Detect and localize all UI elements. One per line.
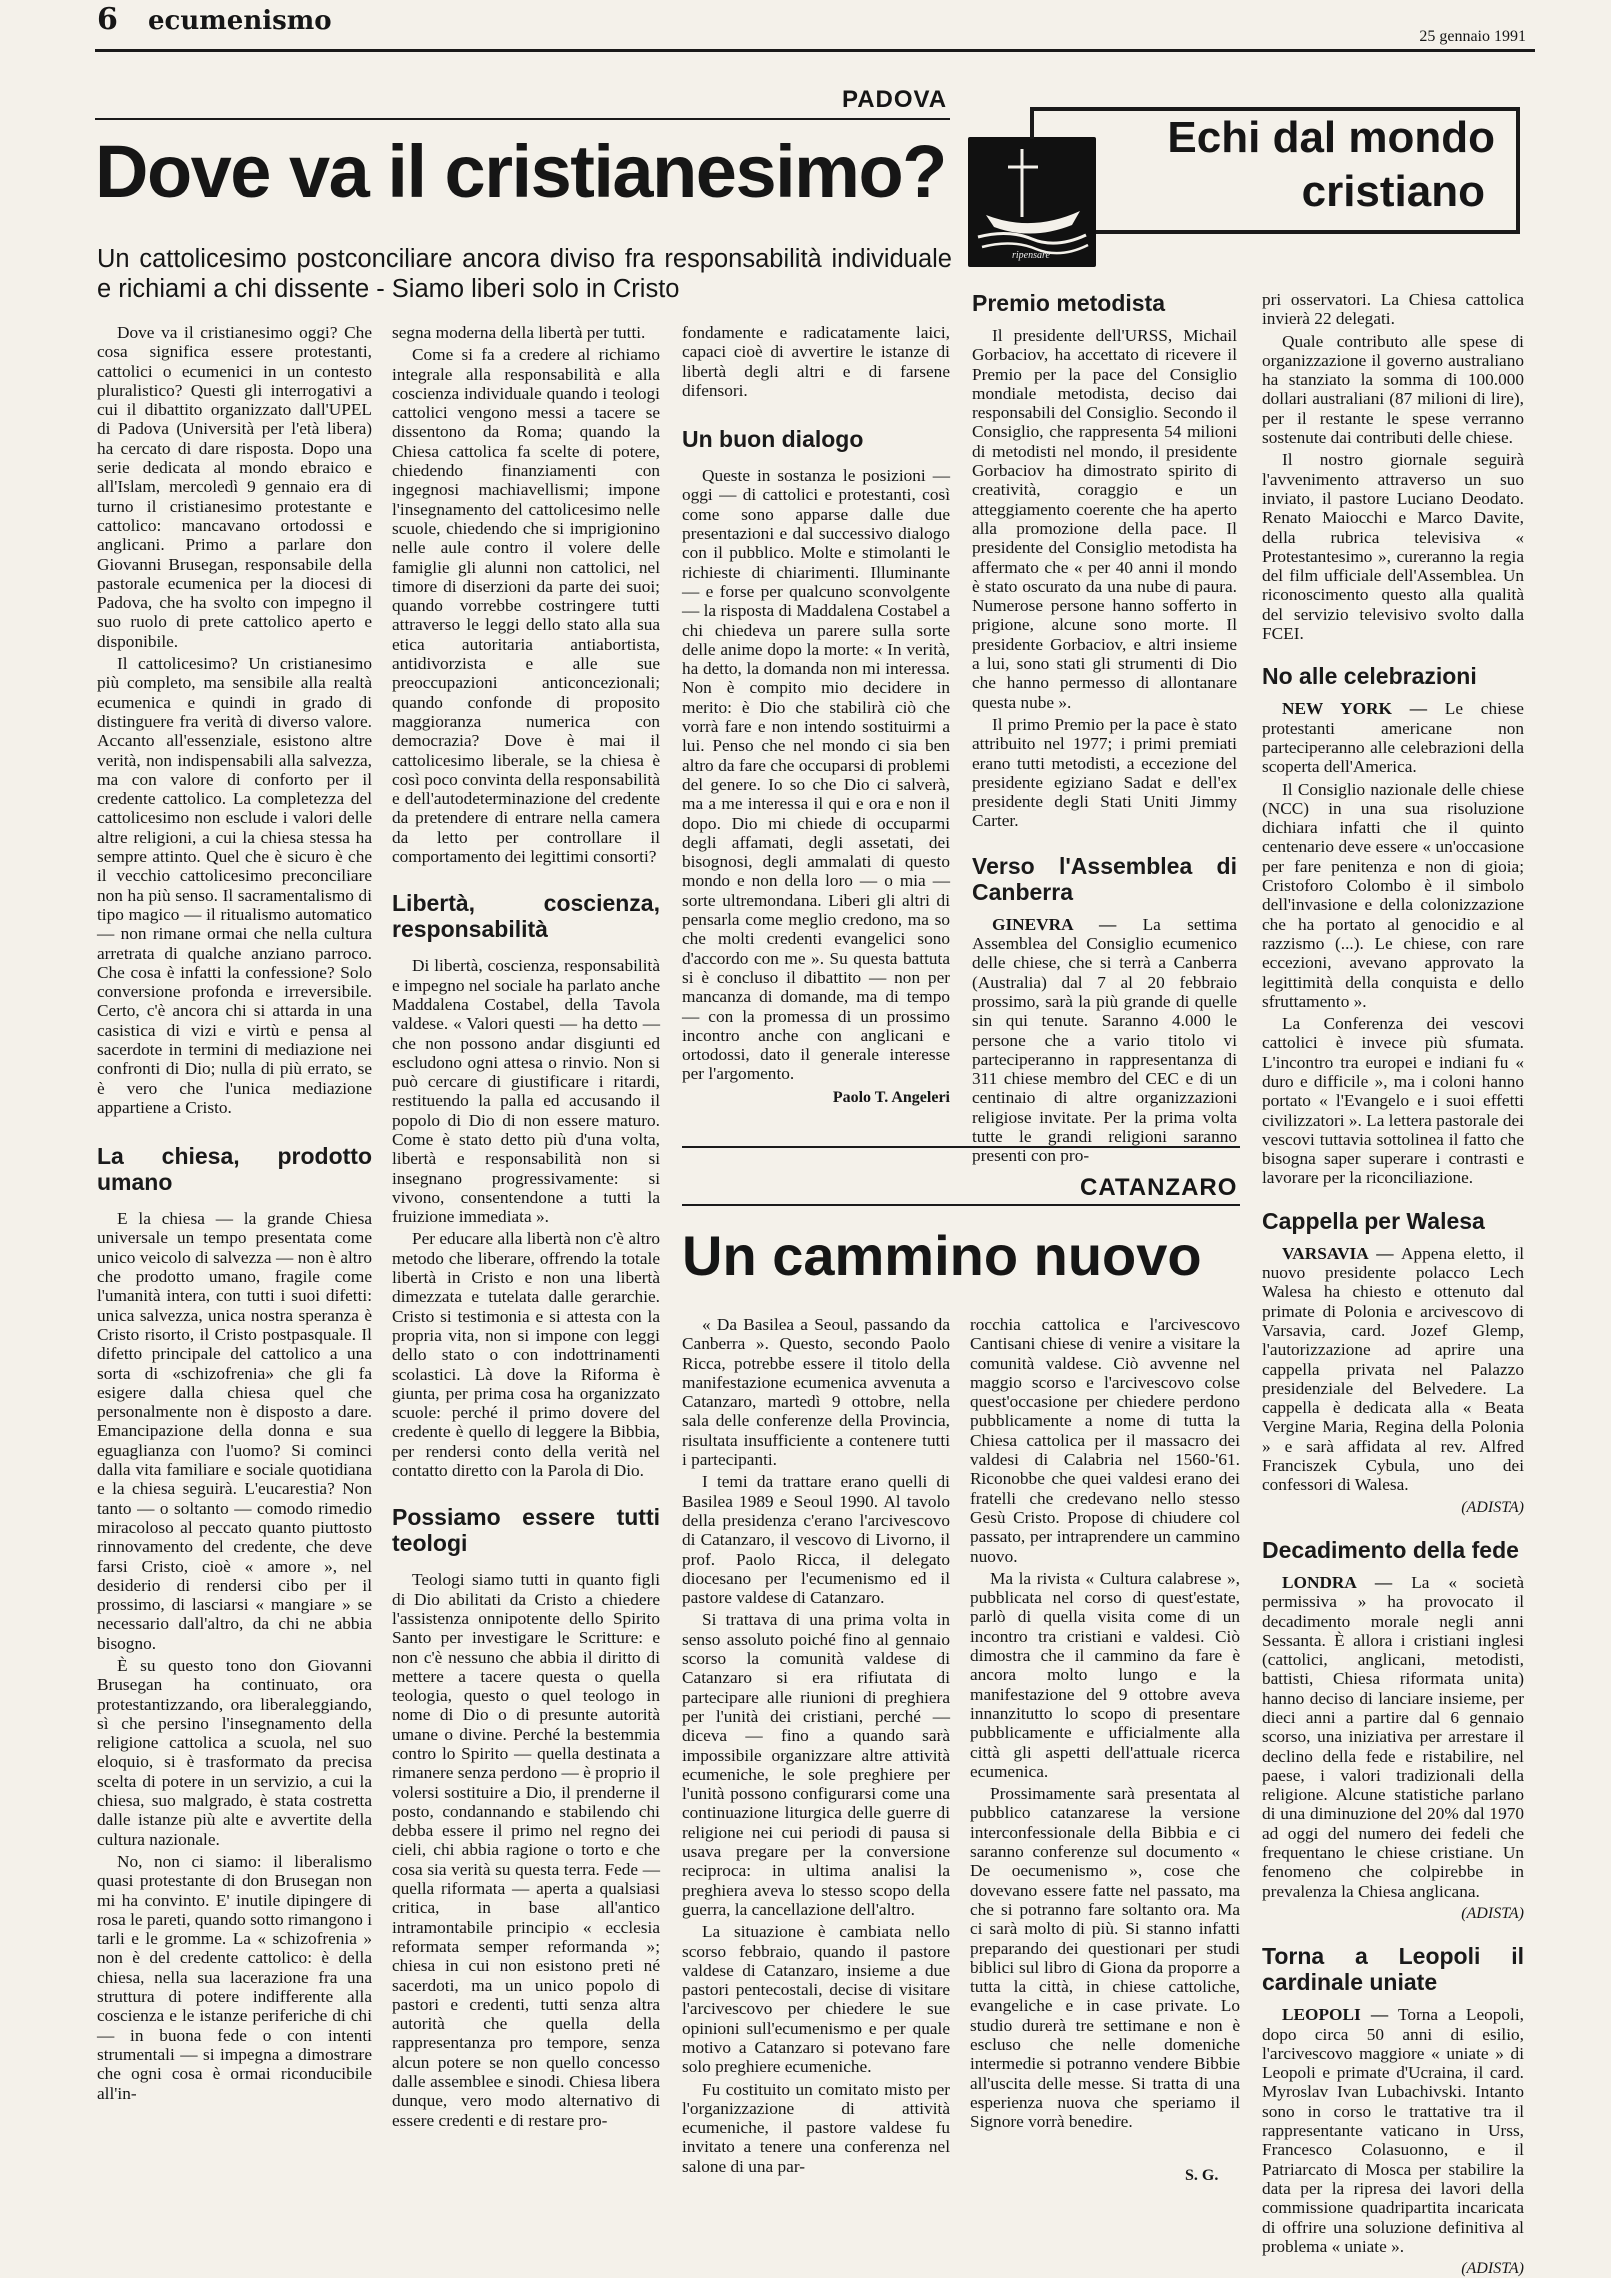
news-headline: Decadimento della fede [1262, 1536, 1519, 1563]
news-headline: No alle celebrazioni [1262, 663, 1477, 690]
echi-title-line2: cristiano [1301, 167, 1485, 216]
echi-column-right [1262, 290, 1524, 2278]
paragraph: La « società permissiva » ha provocato il decadimento morale negli anni Sessanta. È allora i cristiani inglesi (cattolici, anglicani, metodisti, battisti, Chiesa riformata unita) hanno deciso di lanciare insieme, per dieci anni a partire dal 6 gennaio scorso, una iniziativa per arrestare il declino della fede e ristabilire, nel paese, i valori tradizionali della religione. Alcune statistiche parlano di una diminuzione del 20% dal 1970 ad oggi del numero dei fedeli che frequentano le chiese cristiane. Un fenomeno che colpirebbe in prevalenza la Chiesa anglicana. [1262, 1572, 1524, 1901]
news-headline: Premio metodista [972, 290, 1165, 316]
paragraph: Fu costituito un comitato misto per l'organizzazione di attività ecumeniche, il pastore valdese fu invitato a tenere una conferenza nel salone di una par- [682, 2079, 950, 2176]
news-source: (ADISTA) [1461, 2260, 1524, 2278]
paragraph: rocchia cattolica e l'arcivescovo Cantisani chiese di venire a visitare la comunità valdese. Ciò avvenne nel maggio scorso e l'arcivescovo colse quest'occasione per chiedere perdono pubblicamente a nome di tutta la Chiesa cattolica per il massacro dei valdesi di Calabria nel 1560-'61. Riconobbe che quei valdesi erano dei fratelli che credevano nello stesso Gesù Cristo. Propose di chiudere col passato, per intraprendere un cammino nuovo. [970, 1315, 1240, 1566]
paragraph: « Da Basilea a Seoul, passando da Canberra ». Questo, secondo Paolo Ricca, potrebbe essere il titolo della manifestazione ecumenica avvenuta a Catanzaro, martedì 9 ottobre, nella sala delle conferenze della Provincia, risultata insufficiente a contenere tutti i partecipanti. [682, 1315, 950, 1470]
paragraph: Di libertà, coscienza, responsabilità e impegno nel sociale ha parlato anche Maddalena Costabel, della Tavola valdese. « Valori questi — ha detto — che non possono andar disgiunti ed escludono ogni attesa o rinvio. Non si può cercare di giustificare i ritardi, restituendo la palla ed accusando il popolo di Dio di non essere maturo. Come è stato detto più d'una volta, libertà e responsabilità non si insegnano progressivamente: si vivono, consentendone a tutti la fruizione immediata ». [392, 956, 660, 1227]
paragraph: Il presidente dell'URSS, Michail Gorbaciov, ha accettato di ricevere il Premio per la pace del Consiglio mondiale metodista, deciso dai responsabili del Consiglio. Secondo il Consiglio, che rappresenta 54 milioni di metodisti nel mondo, il presidente Gorbaciov ha dimostrato spirito di creatività, coraggio e un atteggiamento coerente che ha aperto alla promozione della pace. Il presidente del Consiglio metodista ha affermato che « per 40 anni il mondo è stato oscurato da una nube di paura. Numerose persone hanno sofferto in prigione, alcune sono morte. Il presidente Gorbaciov, e altri insieme a lui, sono stati gli strumenti di Dio che hanno permesso di allontanare questa nube ». [972, 326, 1237, 712]
paragraph: La Conferenza dei vescovi cattolici è invece più sfumata. L'incontro tra europei e indiani fu « duro e difficile », ma i coloni hanno portato « l'Evangelo e i suoi effetti civilizzatori ». La lettera pastorale dei vescovi tuttavia sottolinea il fatto che bisogna saper superare i contrasti e lavorare per la riconciliazione. [1262, 1014, 1524, 1188]
paragraph: Il nostro giornale seguirà l'avvenimento attraverso un suo inviato, il pastore Luciano Deodato. Renato Maiocchi e Marco Davite, della rubrica televisiva « Protestantesimo », cureranno la regia del film ufficiale dell'Assemblea. Un riconoscimento questo alla qualità del servizio televisivo svolto dalla FCEI. [1262, 450, 1524, 644]
catanzaro-column-2 [970, 1315, 1240, 2155]
paragraph: Dove va il cristianesimo oggi? Che cosa significa essere protestanti, cattolici o ecumenici in un contesto pluralistico? Questi gli interrogativi a cui il dibattito organizzato dall'UPEL di Padova (Università per l'età libera) ha cercato di dare risposta. Dopo una serie dedicata al mondo ebraico e all'Islam, mercoledì 9 gennaio era di turno il cristianesimo protestante e cattolico: mancavano ortodossi e anglicani. Primo a parlare don Giovanni Brusegan, responsabile della pastorale ecumenica per la diocesi di Padova, che ha svolto con impegno il suo ruolo di prete cattolico aperto e disponibile. [97, 323, 372, 651]
echi-title-line1: Echi dal mondo [1167, 113, 1495, 162]
paragraph: E la chiesa — la grande Chiesa universale un tempo presentata come unico veicolo di salvezza — non è altro che prodotto umano, fragile come l'umanità intera, con tutti i suoi difetti: unica salvezza, unica nostra speranza è Cristo risorto, il Cristo postpasquale. Il difetto principale del cattolico a una sorta di «schizofrenia» che gli fa esigere dalla chiesa quel che personalmente non è disposto a dare. Emancipazione della donna e sua eguaglianza con l'uomo? Si cominci dalla vita familiare e sociale quotidiana e la chiesa seguirà. L'eucarestia? Non tanto — o soltanto — comodo rimedio miracoloso al peccato quanto piuttosto rinnovamento del credente, che deve farsi Cristo, cioè « amore », nel desiderio di rendersi cibo per il prossimo, di lasciarsi « mangiare » se necessario dall'altro, da chi ne abbia bisogno. [97, 1209, 372, 1653]
page-number: 6 [97, 2, 118, 37]
author-signature: Paolo T. Angeleri [832, 1088, 950, 1106]
dateline: VARSAVIA — [1282, 1243, 1394, 1263]
echi-box-left [1030, 107, 1034, 139]
boat-cross-icon [968, 137, 1096, 267]
main-column-2 [392, 323, 660, 2183]
paragraph: La settima Assemblea del Consiglio ecumenico delle chiese, che si terrà a Canberra (Australia) dal 7 al 20 febbraio prossimo, sarà la più grande di quelle sin qui tenute. Saranno 4.000 le persone che a vario titolo vi parteciperanno in rappresentanza di 311 chiese membro del CEC e di un centinaio di altre organizzazioni religiose invitate. Per la prima volta tutte le grandi religioni saranno presenti con pro- [972, 914, 1237, 1166]
echi-logo-caption: ripensare [1012, 250, 1050, 261]
dateline: NEW YORK — [1282, 699, 1428, 719]
paragraph: pri osservatori. La Chiesa cattolica invierà 22 delegati. [1262, 290, 1524, 329]
catanzaro-column-1 [682, 1315, 950, 2185]
article-location: PADOVA [842, 86, 948, 113]
paragraph: Prossimamente sarà presentata al pubblico catanzarese la versione interconfessionale della Bibbia e ci saranno conferenze sul documento « De oecumenismo », cose che dovevano essere fatte nel passato, ma che si potranno fare soltanto ora. Ma ci sarà molto di più. Si stanno infatti preparando dei questionari per studi biblici sul libro di Giona da proporre a tutta la città, in chiese cattoliche, evangeliche e in case private. Lo studio durerà tre settimane e non è escluso che nelle domeniche intermedie si potranno vendere Bibbie all'uscita delle messe. Si tratta di una esperienza nuova che speriamo il Signore vorrà benedire. [970, 1784, 1240, 2132]
news-headline: Torna a Leopoli il cardinale uniate [1262, 1943, 1524, 1996]
main-deck: Un cattolicesimo postconciliare ancora diviso fra responsabilità individuale e richiami a chi dissente - Siamo liberi solo in Cristo [97, 245, 952, 303]
issue-date: 25 gennaio 1991 [1419, 28, 1526, 45]
main-column-3 [682, 323, 950, 1133]
subheading: Possiamo essere tutti teologi [392, 1504, 660, 1557]
paragraph: È su questo tono don Giovanni Brusegan ha continuato, ora protestantizzando, ora liberaleggiando, sì che persino l'insegnamento della religione cattolica a scuola, nel suo eloquio, si è trasformato da precisa scelta di potere in un servizio, a cui la chiesa, suo malgrado, è stata costretta dalle istanze più alte e avvertite della cultura nazionale. [97, 1656, 372, 1849]
paragraph: Appena eletto, il nuovo presidente polacco Lech Walesa ha chiesto e ottenuto dal primate di Polonia e arcivescovo di Varsavia, card. Jozef Glemp, l'autorizzazione ad aprire una cappella privata nel Palazzo presidenziale del Belvedere. La cappella è dedicata alla « Beata Vergine Maria, Regina della Polonia » e sarà affidata al rev. Alfred Franciszek Cybula, uno dei confessori di Walesa. [1262, 1243, 1524, 1495]
paragraph: Ma la rivista « Cultura calabrese », pubblicata nel corso di quest'estate, parlò di quella visita come di un incontro tra cristiani e valdesi. Ciò dimostra che il cammino da fare è ancora molto lungo e la manifestazione del 9 ottobre aveva innanzitutto lo scopo di presentare pubblicamente e ufficialmente alla città gli aspetti dell'attuale ricerca ecumenica. [970, 1568, 1240, 1781]
location-rule [95, 118, 950, 120]
subheading: Un buon dialogo [682, 426, 864, 453]
echi-column-left [972, 290, 1237, 1330]
paragraph: Teologi siamo tutti in quanto figli di Dio abilitati da Cristo a chiedere l'assistenza onnipotente dello Spirito Santo per investigare le Scritture: e non c'è nessuno che abbia il diritto di mettere a tacere questa o quella teologia, questo o quel teologo in nome di Dio o di presunte autorità umane o divine. Perché la bestemmia contro lo Spirito — quella destinata a rimanere senza perdono — è proprio il volersi sostituire a Dio, il prenderne il posto, condannando e stabilendo chi debba essere il primo nel regno dei cieli, chi abbia ragione o torto e che cosa sia verità su questa terra. Fede — quella riformata — aperta a qualsiasi critica, in base all'antico intramontabile principio « ecclesia reformata semper reformanda »; chiesa in cui non esistono preti né sacerdoti, ma un unico popolo di pastori e credenti, tutti senza altra autorità che quella della rappresentanza pro tempore, senza alcun potere se non quello concesso dalle assemblee e sinodi. Chiesa libera dunque, vero modo alternativo di essere credenti e di restare pro- [392, 1570, 660, 2130]
paragraph: Come si fa a credere al richiamo integrale alla responsabilità e alla coscienza individuale quando i teologi cattolici vengono messi a tacere se dissentono da Roma; quando la Chiesa cattolica fa scelte di potere, chiedendo finanziamenti con ingegnosi machiavellismi; impone l'insegnamento del cattolicesimo nelle scuole, chiedendo che si imprigionino nelle aule contro il volere delle famiglie gli alunni non cattolici, nel timore di diserzioni da parte dei suoi; quando vorrebbe costringere tutti attraverso le leggi dello stato alla sua etica autoritaria antiabortista, antidivorzista e alle sue preoccupazioni anticoncezionali; quando confonde di proposito maggioranza numerica con democrazia? Dove è mai il cattolicesimo liberale, se la chiesa è così poco convinta della responsabilità e dell'autodeterminazione del credente da pretendere di entrare nella camera da letto per controllare il comportamento dei legittimi consorti? [392, 345, 660, 867]
news-source: (ADISTA) [1461, 1498, 1524, 1516]
section-name: ecumenismo [148, 6, 332, 36]
paragraph: Il primo Premio per la pace è stato attribuito nel 1977; i primi premiati erano tutti metodisti, a eccezione del presidente egiziano Sadat e dell'ex presidente degli Stati Uniti Jimmy Carter. [972, 714, 1237, 831]
dateline: LEOPOLI — [1282, 2005, 1389, 2025]
subheading: La chiesa, prodotto umano [97, 1143, 372, 1196]
paragraph: I temi da trattare erano quelli di Basilea 1989 e Seoul 1990. Al tavolo della presidenza c'erano l'arcivescovo di Catanzaro, il vescovo di Livorno, il prof. Paolo Ricca, il delegato diocesano per l'ecumenismo ed il pastore valdese di Catanzaro. [682, 1472, 950, 1608]
news-headline: Cappella per Walesa [1262, 1207, 1485, 1234]
subheading: Libertà, coscienza, responsabilità [392, 890, 660, 943]
news-headline: Verso l'Assemblea di Canberra [972, 852, 1237, 905]
echi-box-top [1030, 107, 1520, 111]
paragraph: Per educare alla libertà non c'è altro metodo che liberare, offrendo la totale libertà in Cristo e non una libertà dimezzata e tutelata dalle gerarchie. Cristo si testimonia e si attesta con la propria vita, non si impone con leggi dello stato o con indottrinamenti scolastici. Là dove la Riforma è giunta, per prima cosa ha organizzato scuole: perché il primo dovere del credente è quello di leggere la Bibbia, per rendersi conto della verità nel contatto diretto con la Parola di Dio. [392, 1229, 660, 1481]
echi-logo-box [968, 137, 1096, 267]
paragraph: Torna a Leopoli, dopo circa 50 anni di esilio, l'arcivescovo maggiore « uniate » di Leopoli e primate d'Ucraina, il card. Myroslav Ivan Lubachivski. Intanto sono in corso le trattative tra il rappresentante vaticano in Urss, Francesco Colasuonno, e il Patriarcato di Mosca per stabilire la data per la ripresa dei lavori della commissione quadripartita incaricata di offrire una soluzione definitiva al problema « uniate ». [1262, 2005, 1524, 2256]
paragraph: No, non ci siamo: il liberalismo quasi protestante di don Brusegan non mi ha convinto. E' inutile dipingere di rosa le pareti, quando sotto rimangono i tarli e le gromme. La « schizofrenia » non è del credente cattolico: è della chiesa, nella sua lacerazione fra una struttura di potere indifferente alla coscienza e le istanze periferiche di chi — in buona fede o con intenti strumentali — si impegna a dimostrare che ogni cosa è ormai riconducibile all'in- [97, 1851, 372, 2103]
paragraph: Il cattolicesimo? Un cristianesimo più completo, ma sensibile alla realtà ecumenica e quindi in grado di distinguere fra verità di diverso valore. Accanto all'essenziale, esistono altre verità, non indispensabili alla salvezza, ma con valore di conforto per il credente cattolico. La completezza del cattolicesimo non esclude i valori delle altre religioni, a cui la chiesa stessa ha sempre attinto. Quel che è sicuro è che il vecchio cattolicesimo preconciliare non ha più senso. Il sacramentalismo di tipo magico — il ritualismo automatico — non rimane ormai che nella cultura arretrata di qualche anziano parroco. Che cosa è infatti la confessione? Solo conversione profonda e irreversibile. Certo, c'è ancora chi si attarda in una casistica di vizi e virtù e pensa al sacerdote in termini di mediazione nei confronti di Dio; nulla di più errato, se è vero che l'unica mediazione appartiene a Cristo. [97, 654, 372, 1117]
catanzaro-headline: Un cammino nuovo [682, 1224, 1202, 1287]
paragraph: Il Consiglio nazionale delle chiese (NCC) in una sua risoluzione dichiara infatti che il quinto centenario deve essere « un'occasione per fare penitenza e non di gioia; Cristoforo Colombo è il simbolo dell'invasione e della colonizzazione che ha portato al genocidio e al razzismo (...). Le chiese, con rare eccezioni, avevano approvato la legittimità della conquista e dello sfruttamento ». [1262, 779, 1524, 1011]
dateline: GINEVRA — [992, 914, 1117, 934]
paragraph: Si trattava di una prima volta in senso assoluto poiché fino al gennaio scorso la comunità valdese di Catanzaro si era rifiutata di partecipare alle riunioni di preghiera per l'unità dei cristiani, perché — diceva — fino a quando sarà impossibile organizzare altre attività ecumeniche, le sole preghiere per l'unità possono configurarsi come una continuazione liturgica delle guerre di religione nei cui periodi di pausa si usava pregare per la conversione reciproca: in ultima analisi la preghiera aveva lo stesso scopo della guerra, la cancellazione dell'altro. [682, 1610, 950, 1919]
dateline: LONDRA — [1282, 1572, 1393, 1592]
news-source: (ADISTA) [1461, 1904, 1524, 1922]
paragraph: La situazione è cambiata nello scorso febbraio, quando il pastore valdese di Catanzaro, insieme a due pastori pentecostali, decise di visitare l'arcivescovo per chiedere le sue opinioni sull'ecumenismo e per quale motivo a Catanzaro si potevano fare solo preghiere ecumeniche. [682, 1922, 950, 2077]
header-rule [95, 49, 1535, 52]
main-headline: Dove va il cristianesimo? [95, 130, 946, 213]
catanzaro-signature: S. G. [1185, 2167, 1219, 2184]
paragraph: Queste in sostanza le posizioni — oggi — di cattolici e protestanti, così come sono apparse dalle due presentazioni e dal successivo dialogo con il pubblico. Molte e stimolanti le richieste di chiarimenti. Illuminante — e forse per qualcuno sconvolgente — la risposta di Maddalena Costabel a chi chiedeva un parere sulla sorte delle anime dopo la morte: « In verità, ha detto, la domanda non mi interessa. Non è compito mio decidere in merito: è Dio che stabilirà ciò che vorrà fare e non intendo sostituirmi a lui. Penso che nel mondo ci sia ben altro da fare che occuparsi di problemi del genere. Io so che Dio ci salverà, ma a me interessa il qui e ora e non il dopo. Dio mi chiede di occuparmi degli affamati, degli assetati, dei bisognosi, degli ammalati di questo mondo e non della loro — o mia — sorte ultremondana. Liberi gli altri di pensarla come meglio credono, ma so che molti credenti evangelici sono d'accordo con me ». Su questa battuta si è concluso il dibattito — non per mancanza di domande, ma di tempo — con la promessa di un prossimo incontro anche con anglicani e ortodossi, dato il generale interesse per l'argomento. [682, 466, 950, 1084]
catanzaro-location: CATANZARO [1080, 1174, 1238, 1201]
main-column-1 [97, 323, 372, 2183]
echi-box-bottom [1096, 230, 1520, 234]
echi-box-right [1516, 107, 1520, 234]
paragraph: fondamente e radicatamente laici, capaci cioè di avvertire le istanze di libertà degli altri e di farsene difensori. [682, 323, 950, 400]
paragraph: Quale contributo alle spese di organizzazione il governo australiano ha stanziato la somma di 100.000 dollari australiani (87 milioni di lire), per il restante le spese verranno sostenute dai contributi delle chiese. [1262, 331, 1524, 448]
paragraph: Le chiese protestanti americane non parteciperanno alle celebrazioni della scoperta dell'America. [1262, 699, 1524, 777]
paragraph: segna moderna della libertà per tutti. [392, 323, 646, 342]
